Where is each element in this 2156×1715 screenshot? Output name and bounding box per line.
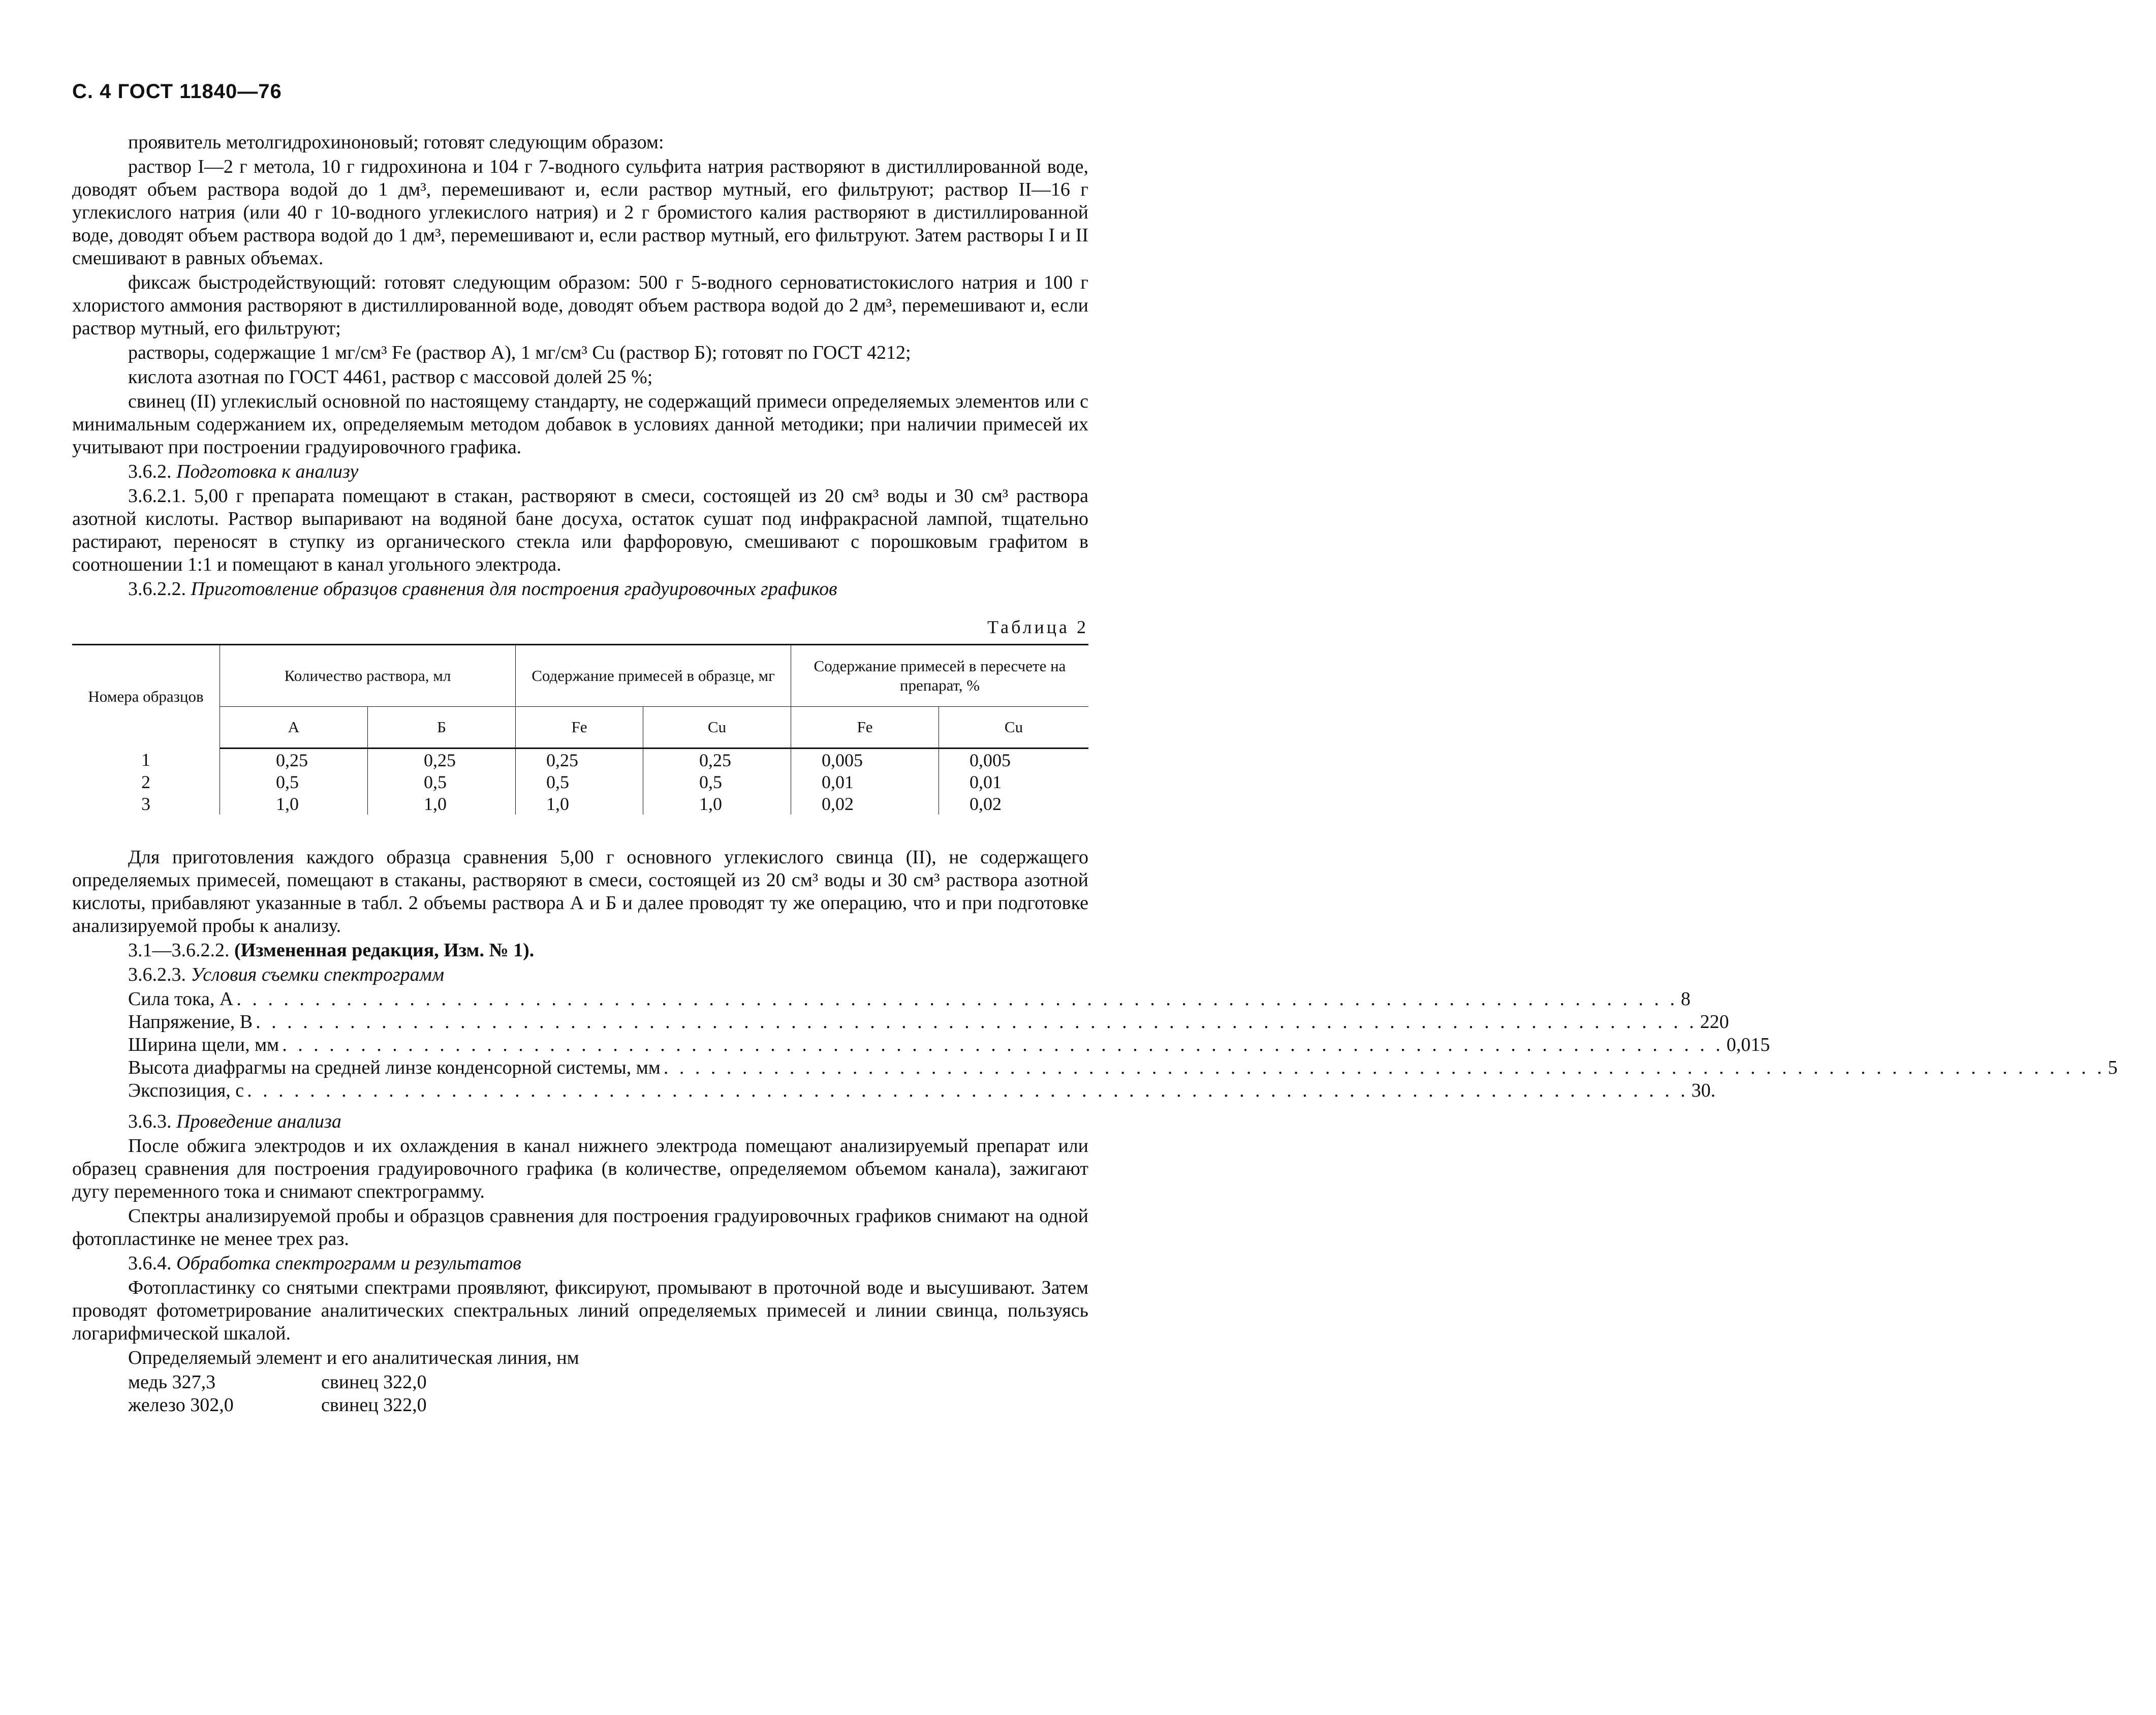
cell: 0,5 <box>220 771 368 793</box>
amendment-text: (Измененная редакция, Изм. № 1). <box>234 940 535 961</box>
cell-sample: 1 <box>141 749 150 770</box>
condition-value: 0,015 <box>1726 1034 1770 1055</box>
condition-value: 30. <box>1691 1080 1716 1101</box>
subheader-b: Б <box>368 707 516 749</box>
section-number: 3.6.3. <box>128 1111 172 1132</box>
section-title: Приготовление образцов сравнения для построения градуировочных графиков <box>191 578 837 600</box>
analytical-line-row <box>128 1371 1088 1394</box>
leader-dots: . . . . . . . . . . . . . . . . . . . . . . . . . . . . . . . . . . . . . . . . . . . . . . . . . . . . . . . . . . . . . . . . . . . . . . . . . . . . . . . . . . . . . . . . . . . . <box>236 988 1678 1010</box>
condition-label: Ширина щели, мм <box>128 1034 279 1055</box>
section-heading <box>72 460 1088 483</box>
section-heading <box>72 963 1088 986</box>
cell: 0,5 <box>368 771 516 793</box>
condition-row <box>128 988 1691 1011</box>
cell: 0,005 <box>939 749 1089 771</box>
page-header: С. 4 ГОСТ 11840—76 <box>72 80 282 103</box>
section-title: Обработка спектрограмм и результатов <box>176 1253 521 1274</box>
conditions-list <box>72 988 2118 1102</box>
leader-dots: . . . . . . . . . . . . . . . . . . . . . . . . . . . . . . . . . . . . . . . . . . . . . . . . . . . . . . . . . . . . . . . . . . . . . . . . . . . . . . . . . . . . . . . . . . . . <box>663 1057 2105 1078</box>
header-prep-content: Содержание примесей в пересчете на препарат, % <box>791 645 1089 707</box>
subheader-fe-pct: Fe <box>791 707 939 749</box>
element-line: железо 302,0 <box>128 1394 234 1416</box>
condition-value: 220 <box>1700 1011 1729 1033</box>
cell: 0,25 <box>220 749 368 771</box>
section-title: Условия съемки спектрограмм <box>191 964 445 985</box>
condition-row <box>128 1011 1729 1034</box>
subheader-fe: Fe <box>516 707 643 749</box>
paragraph: раствор I—2 г метола, 10 г гидрохинона и 104 г 7-водного сульфита натрия растворяют в дистиллированной воде, доводят объем раствора водой до 1 дм³, перемешивают и, если раствор мутный, его фильтруют; раствор II—16 г углекислого натрия (или 40 г 10-водного углекислого натрия) и 2 г бромистого калия растворяют в дистиллированной воде, доводят объем раствора водой до 1 дм³, перемешивают и, если раствор мутный, его фильтруют. Затем растворы I и II смешивают в равных объемах. <box>72 156 1088 269</box>
leader-dots: . . . . . . . . . . . . . . . . . . . . . . . . . . . . . . . . . . . . . . . . . . . . . . . . . . . . . . . . . . . . . . . . . . . . . . . . . . . . . . . . . . . . . . . . . . . . <box>247 1080 1689 1101</box>
paragraph: растворы, содержащие 1 мг/см³ Fe (раствор А), 1 мг/см³ Cu (раствор Б); готовят по ГОСТ 4212; <box>128 342 911 363</box>
section-number: 3.6.2.2. <box>128 578 186 600</box>
table-2 <box>72 644 1088 815</box>
section-number: 3.6.2. <box>128 461 172 482</box>
paragraph: После обжига электродов и их охлаждения в канал нижнего электрода помещают анализируемый препарат или образец сравнения для построения градуировочного графика (в количестве, определяемом объемом канала), зажигают дугу переменного тока и снимают спектрограмму. <box>72 1135 1088 1202</box>
section-number: 3.6.4. <box>128 1253 172 1274</box>
table-row <box>72 771 1088 793</box>
paragraph: проявитель метолгидрохиноновый; готовят следующим образом: <box>128 132 664 153</box>
cell: 0,5 <box>516 771 643 793</box>
paragraph: Определяемый элемент и его аналитическая линия, нм <box>128 1347 579 1368</box>
paragraph: свинец (II) углекислый основной по настоящему стандарту, не содержащий примеси определяемых элементов или с минимальным содержанием их, определяемым методом добавок в условиях данной методики; при наличии примесей их учитывают при построении градуировочного графика. <box>72 391 1088 458</box>
header-sample-content: Содержание примесей в образце, мг <box>516 645 791 707</box>
condition-row <box>128 1034 1770 1056</box>
subheader-a: А <box>220 707 368 749</box>
reference-line: свинец 322,0 <box>321 1394 427 1416</box>
cell: 0,02 <box>791 793 939 815</box>
header-solution-volume: Количество раствора, мл <box>220 645 516 707</box>
condition-row <box>128 1056 2118 1079</box>
condition-value: 5 <box>2108 1057 2118 1078</box>
cell-sample: 3 <box>141 793 150 814</box>
cell: 1,0 <box>516 793 643 815</box>
condition-label: Высота диафрагмы на средней линзе конденсорной системы, мм <box>128 1057 661 1078</box>
condition-row <box>128 1079 1716 1102</box>
table-caption: Таблица 2 <box>987 617 1088 637</box>
analytical-line-row <box>128 1394 1088 1417</box>
cell: 0,25 <box>516 749 643 771</box>
condition-label: Экспозиция, с <box>128 1080 244 1101</box>
cell: 1,0 <box>220 793 368 815</box>
header-sample-number: Номера образцов <box>72 645 220 749</box>
condition-value: 8 <box>1680 988 1691 1010</box>
table-row <box>72 793 1088 815</box>
cell: 0,25 <box>643 749 791 771</box>
cell: 0,02 <box>939 793 1089 815</box>
section-heading <box>72 578 1088 601</box>
paragraph: кислота азотная по ГОСТ 4461, раствор с массовой долей 25 %; <box>128 366 653 388</box>
section-heading <box>72 1110 1088 1133</box>
cell: 0,01 <box>791 771 939 793</box>
paragraph: фиксаж быстродействующий: готовят следующим образом: 500 г 5-водного серноватистокислого натрия и 100 г хлористого аммония растворяют в дистиллированной воде, доводят объем раствора водой до 2 дм³, перемешивают и, если раствор мутный, его фильтруют; <box>72 272 1088 339</box>
paragraph: Фотопластинку со снятыми спектрами проявляют, фиксируют, промывают в проточной воде и высушивают. Затем проводят фотометрирование аналитических спектральных линий определяемых примесей и линии свинца, пользуясь логарифмической шкалой. <box>72 1277 1088 1344</box>
cell: 1,0 <box>368 793 516 815</box>
section-number: 3.6.2.3. <box>128 964 186 985</box>
element-line: медь 327,3 <box>128 1371 216 1393</box>
section-title: Проведение анализа <box>176 1111 341 1132</box>
cell-sample: 2 <box>141 771 150 792</box>
condition-label: Сила тока, А <box>128 988 234 1010</box>
cell: 0,01 <box>939 771 1089 793</box>
paragraph: Для приготовления каждого образца сравнения 5,00 г основного углекислого свинца (II), не содержащего определяемых примесей, помещают в стаканы, растворяют в смеси, состоящей из 20 см³ воды и 30 см³ раствора азотной кислоты, прибавляют указанные в табл. 2 объемы раствора А и Б и далее проводят ту же операцию, что и при подготовке анализируемой пробы к анализу. <box>72 847 1088 937</box>
cell: 1,0 <box>643 793 791 815</box>
leader-dots: . . . . . . . . . . . . . . . . . . . . . . . . . . . . . . . . . . . . . . . . . . . . . . . . . . . . . . . . . . . . . . . . . . . . . . . . . . . . . . . . . . . . . . . . . . . . <box>256 1011 1697 1033</box>
paragraph: 3.6.2.1. 5,00 г препарата помещают в стакан, растворяют в смеси, состоящей из 20 см³ воды и 30 см³ раствора азотной кислоты. Раствор выпаривают на водяной бане досуха, остаток сушат под инфракрасной лампой, тщательно растирают, переносят в ступку из органического стекла или фарфоровую, смешивают с порошковым графитом в соотношении 1:1 и помещают в канал угольного электрода. <box>72 485 1088 575</box>
reference-line: свинец 322,0 <box>321 1371 427 1393</box>
condition-label: Напряжение, В <box>128 1011 253 1033</box>
leader-dots: . . . . . . . . . . . . . . . . . . . . . . . . . . . . . . . . . . . . . . . . . . . . . . . . . . . . . . . . . . . . . . . . . . . . . . . . . . . . . . . . . . . . . . . . . . . . <box>282 1034 1724 1055</box>
amendment-note <box>72 939 1088 962</box>
amendment-range: 3.1—3.6.2.2. <box>128 940 230 961</box>
document-body <box>72 131 2118 1417</box>
cell: 0,5 <box>643 771 791 793</box>
subheader-cu: Cu <box>643 707 791 749</box>
cell: 0,005 <box>791 749 939 771</box>
table-row <box>72 749 1088 771</box>
section-heading <box>72 1252 1088 1275</box>
subheader-cu-pct: Cu <box>939 707 1089 749</box>
paragraph: Спектры анализируемой пробы и образцов сравнения для построения градуировочных графиков снимают на одной фотопластинке не менее трех раз. <box>72 1205 1088 1250</box>
section-title: Подготовка к анализу <box>176 461 359 482</box>
cell: 0,25 <box>368 749 516 771</box>
